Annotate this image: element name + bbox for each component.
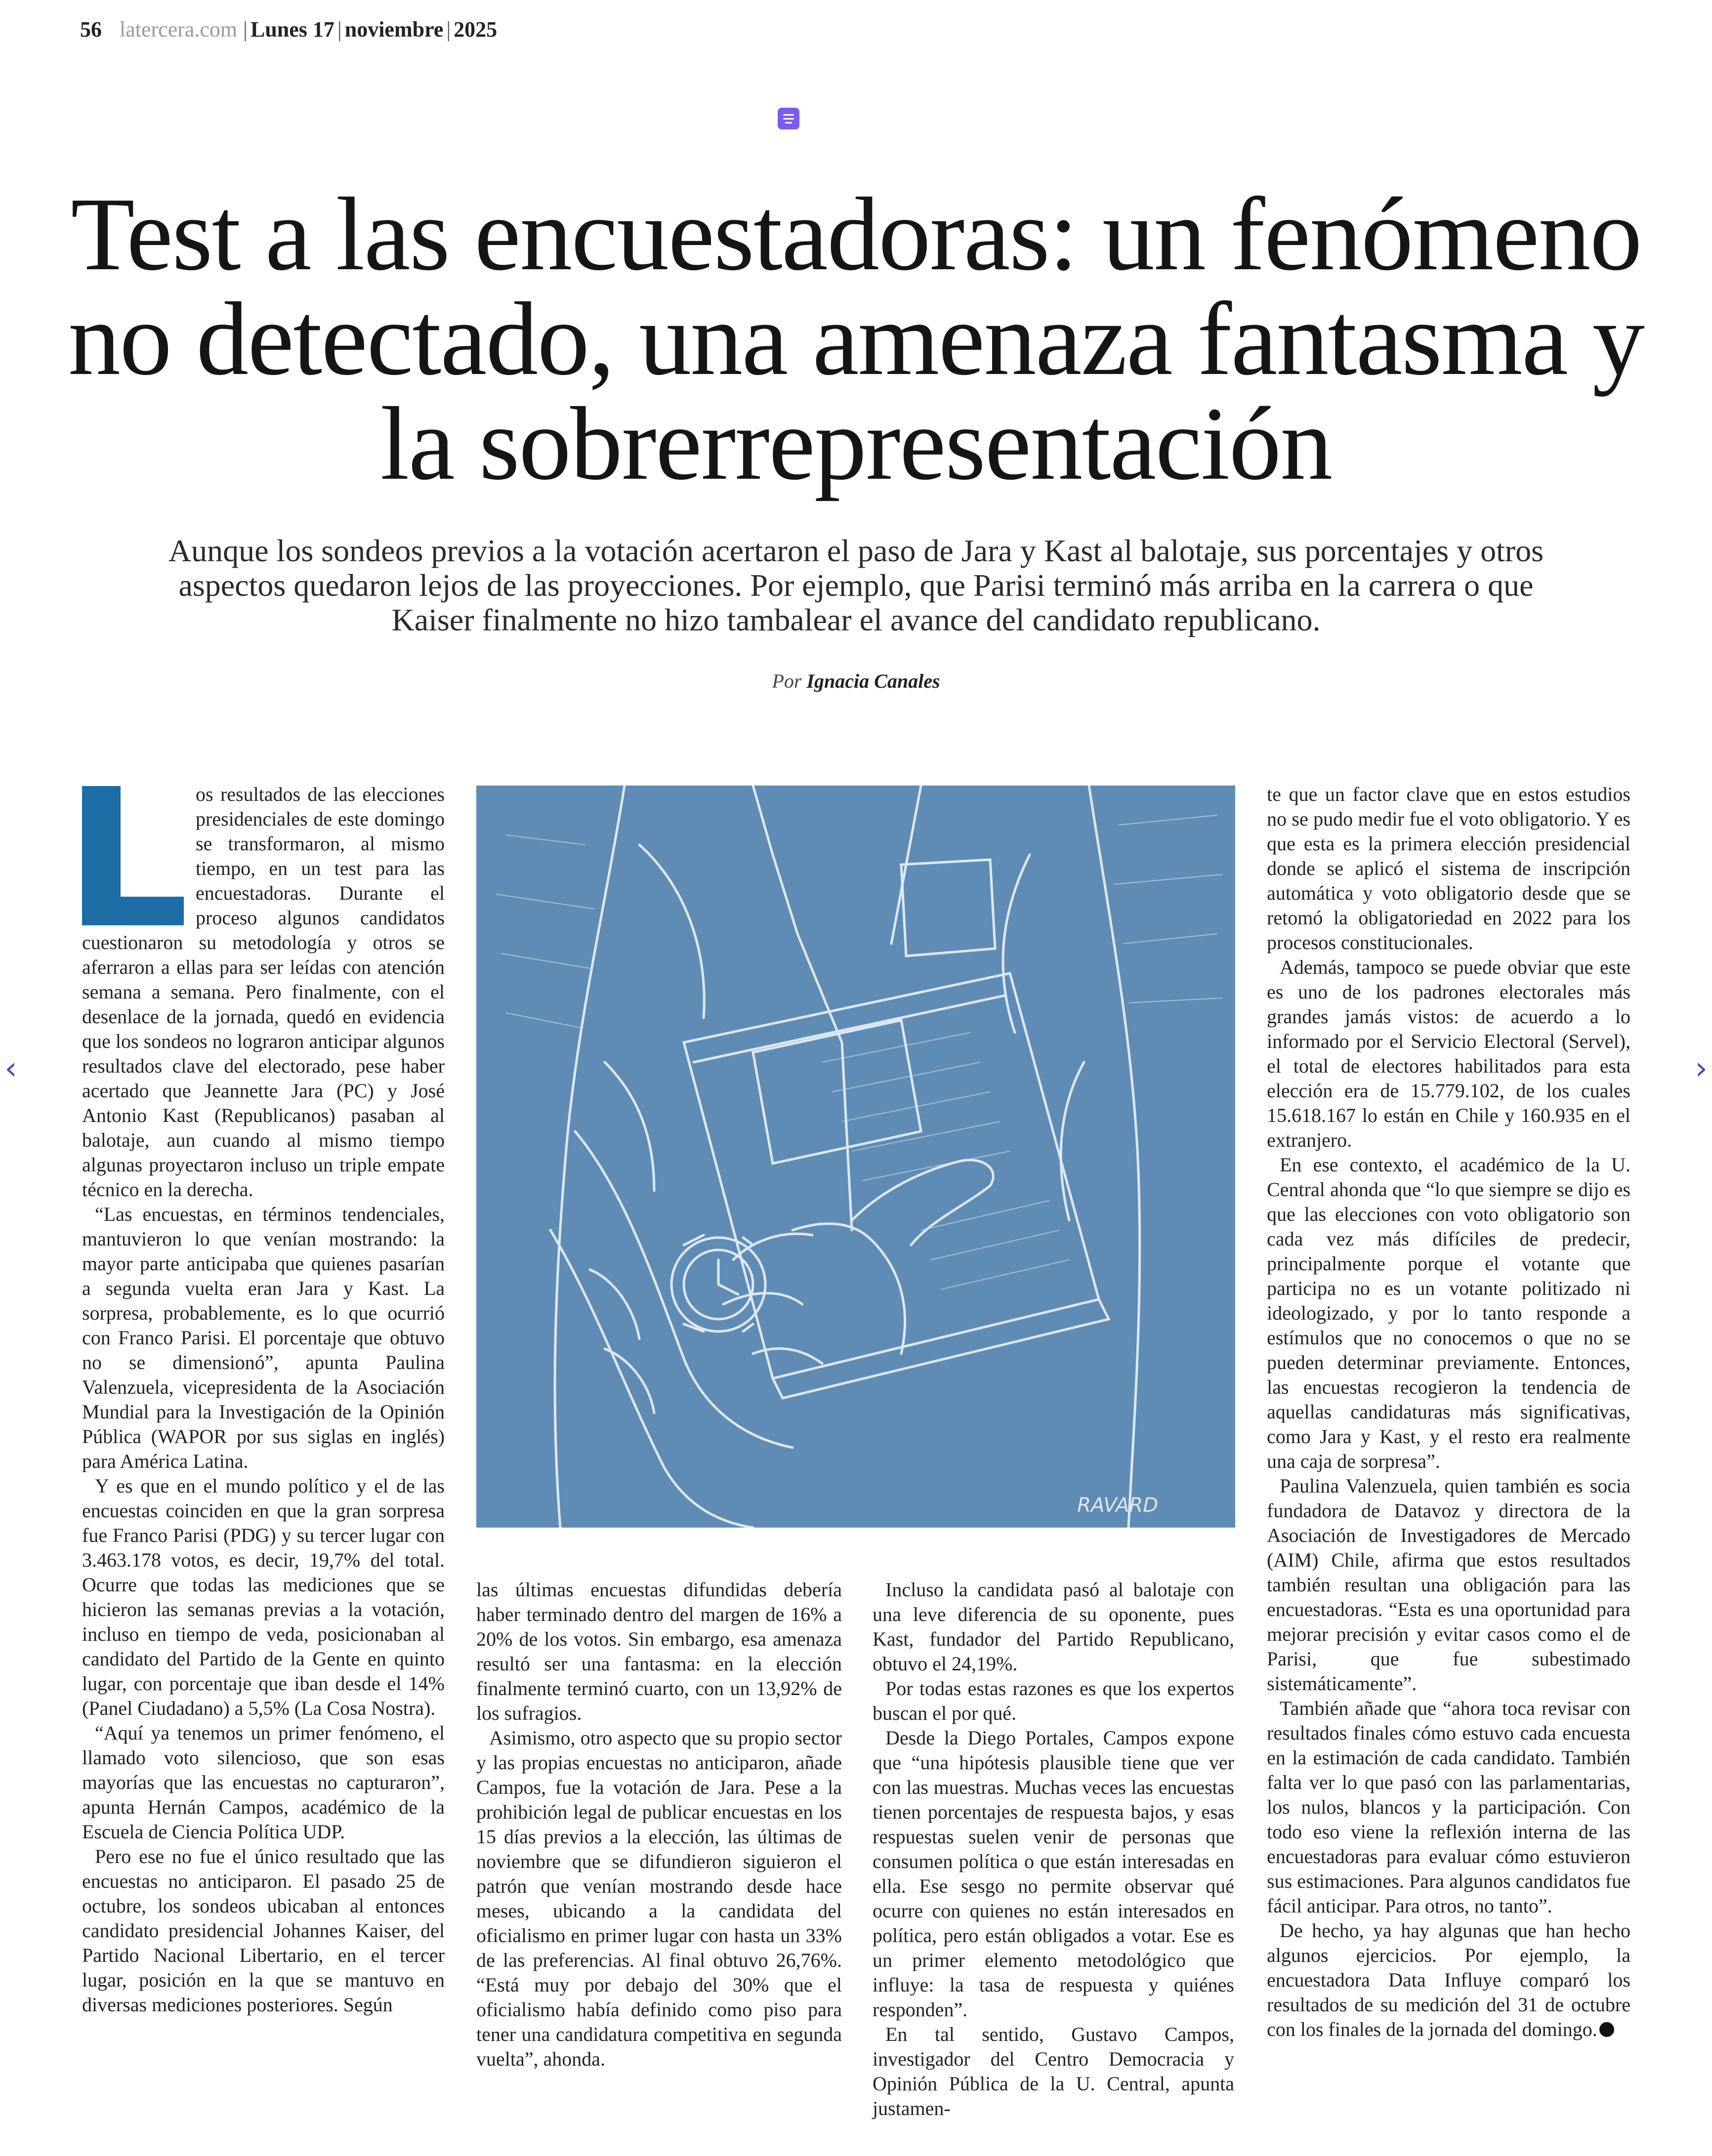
folio-separator: | (243, 17, 248, 41)
byline (494, 669, 1218, 693)
paragraph-last (1267, 1918, 1630, 2042)
page-number: 56 (80, 17, 102, 41)
folio-day: Lunes 17 (250, 17, 334, 41)
paragraph: Por todas estas razones es que los expertos buscan el por qué. (873, 1677, 1234, 1724)
paragraph: las últimas encuestas difundidas debería haber terminado dentro del margen de 16% a 20% de los votos. Sin embargo, esa amenaza resultó ser una fantasma: en la elección finalmente terminó cuarto, con un 13,92% de los sufragios. (476, 1578, 842, 1724)
paragraph: También añade que “ahora toca revisar con resultados finales cómo estuvo cada encuesta en la estimación de cada candidato. También falta ver lo que pasó con las parlamentarias, los nulos, blancos y la participación. Con todo eso viene la reflexión interna de las encuestadoras para evaluar cómo estuvieron sus estimaciones. Para algunos candidatos fue fácil anticipar. Para otros, no tanto”. (1267, 1697, 1630, 1917)
paragraph: En tal sentido, Gustavo Campos, investigador del Centro Democracia y Opinión Pública de la U. Central, apunta justamen- (873, 2023, 1234, 2119)
byline-author: Ignacia Canales (806, 670, 940, 692)
paragraph: Paulina Valenzuela, quien también es socia fundadora de Datavoz y directora de la Asociación de Investigadores de Mercado (AIM) Chile, afirma que estos resultados también resultan una obligación para las encuestadoras. “Esta es una oportunidad para mejorar precisión y evitar casos como el de Parisi, que fue subestimado sistemáticamente”. (1267, 1475, 1630, 1695)
paragraph-text: De hecho, ya hay algunas que han hecho algunos ejercicios. Por ejemplo, la encuestadora Data Influye comparó los resultados de su medición del 31 de octubre con los finales de la jornada del domingo. (1267, 1919, 1630, 2040)
byline-prefix: Por (772, 670, 802, 692)
paragraph: te que un factor clave que en estos estudios no se pudo medir fue el voto obligatorio. Y es que esta es la primera elección presidencial donde se aplicó el sistema de inscripción automática y voto obligatorio desde que se retomó la obligatoriedad en 2022 para los procesos constitucionales. (1267, 783, 1630, 954)
paragraph: Asimismo, otro aspecto que su propio sector y las propias encuestas no anticiparon, añade Campos, fue la votación de Jara. Pese a la prohibición legal de publicar encuestas en los 15 días previos a la elección, las últimas de noviembre que se difundieron siguieron el patrón que venían mostrando desde hace meses, ubicando a la candidata del oficialismo en primer lugar con hasta un 33% de las preferencias. Al final obtuvo 26,76%. “Está muy por debajo del 30% que el oficialismo había definido como piso para tener una candidatura competitiva en segunda vuelta”, ahonda. (476, 1727, 842, 2070)
folio-year: 2025 (454, 17, 498, 41)
paragraph: Pero ese no fue el único resultado que las encuestas no anticiparon. El pasado 25 de octubre, los sondeos ubicaban al entonces candidato presidencial Johannes Kaiser, del Partido Nacional Libertario, en el tercer lugar, posición en la que se mantuvo en diversas mediciones posteriores. Según (82, 1845, 445, 2016)
illustration-signature: RAVARD (1077, 1494, 1158, 1517)
paragraph: “Las encuestas, en términos tendenciales, mantuvieron lo que venían mostrando: la mayor parte anticipaba que quienes pasarían a segunda vuelta eran Jara y Kast. La sorpresa, probablemente, es lo que ocurrió con Franco Parisi. El porcentaje que obtuvo no se dimensionó”, apunta Paulina Valenzuela, vicepresidenta de la Asociación Mundial para la Investigación de la Opinión Pública (WAPOR por sus siglas en inglés) para América Latina. (82, 1203, 445, 1472)
next-page-arrow-icon[interactable]: › (1695, 1050, 1708, 1087)
headline: Test a las encuestadoras: un fenómeno no detectado, una amenaza fantasma y la sobrerrepresentación (68, 176, 1644, 501)
paragraph: Incluso la candidata pasó al balotaje con una leve diferencia de su oponente, pues Kast, fundador del Partido Republicano, obtuvo el 24,19%. (873, 1578, 1234, 1675)
document-icon[interactable] (778, 108, 799, 129)
end-mark-icon (1599, 2022, 1614, 2037)
folio-separator: | (446, 17, 451, 41)
subtitle: Aunque los sondeos previos a la votación acertaron el paso de Jara y Kast al balotaje, sus porcentajes y otros aspectos quedaron lejos de las proyecciones. Por ejemplo, que Parisi terminó más arriba en la carrera o que Kaiser finalmente no hizo tambalear el avance del candidato republicano. (168, 533, 1544, 637)
paragraph: “Aquí ya tenemos un primer fenómeno, el llamado voto silencioso, que son esas mayorías que las encuestas no capturaron”, apunta Hernán Campos, académico de la Escuela de Ciencia Política UDP. (82, 1722, 445, 1843)
paragraph: Desde la Diego Portales, Campos expone que “una hipótesis plausible tiene que ver con las muestras. Muchas veces las encuestas tienen porcentajes de respuesta bajos, y esas respuestas suelen venir de personas que consumen política o que están interesadas en ella. Ese sesgo no permite observar qué ocurre con quienes no están interesados en política, pero están obligados a votar. Ese es un primer elemento metodológico que influye: la tasa de respuesta y quiénes responden”. (873, 1727, 1234, 2021)
illustration-drawing (476, 786, 1235, 1528)
previous-page-arrow-icon[interactable]: ‹ (4, 1050, 17, 1087)
dropcap (82, 786, 184, 925)
article-column-3 (873, 1577, 1234, 2121)
article-column-1 (82, 782, 445, 2017)
paragraph: Además, tampoco se puede obviar que este es uno de los padrones electorales más grandes jamás vistos: de acuerdo a lo informado por el Servicio Electoral (Servel), el total de electores habilitados para esta elección era de 15.779.102, de los cuales 15.618.167 lo están en Chile y 160.935 en el extranjero. (1267, 956, 1630, 1151)
paragraph: En ese contexto, el académico de la U. Central ahonda que “lo que siempre se dijo es que las elecciones con voto obligatorio son cada vez más difíciles de predecir, principalmente porque el votante que participa no es un votante politizado ni ideologizado, y por lo tanto responde a estímulos que no conocemos o que no se pueden determinar previamente. Entonces, las encuestas recogieron la tendencia de aquellas candidaturas más significativas, como Jara y Kast, y el resto era realmente una caja de sorpresa”. (1267, 1154, 1630, 1472)
illustration (476, 786, 1235, 1528)
article-column-4 (1267, 782, 1630, 2042)
site-name[interactable]: latercera.com (120, 17, 238, 41)
paragraph: os resultados de las elecciones presidenciales de este domingo se transformaron, al mismo tiempo, en un test para las encuestadoras. Durante el proceso algunos candidatos cuestionaron su metodología y otros se aferraron a ellas para ser leídas con atención semana a semana. Pero finalmente, con el desenlace de la jornada, quedó en evidencia que los sondeos no lograron anticipar algunos resultados clave del electorado, pese haber acertado que Jeannette Jara (PC) y José Antonio Kast (Republicanos) pasaban al balotaje, aun cuando al mismo tiempo algunas proyectaron incluso un triple empate técnico en la derecha. (82, 783, 445, 1201)
article-column-2 (476, 1577, 842, 2072)
folio-separator: | (337, 17, 342, 41)
paragraph: Y es que en el mundo político y el de las encuestas coinciden en que la gran sorpresa fue Franco Parisi (PDG) y su tercer lugar con 3.463.178 votos, es decir, 19,7% del total. Ocurre que todas las mediciones que se hicieron las semanas previas a la votación, incluso en tiempo de veda, posicionaban al candidato del Partido de la Gente en quinto lugar, con porcentaje que iban desde el 14% (Panel Ciudadano) a 5,5% (La Cosa Nostra). (82, 1475, 445, 1719)
folio-month: noviembre (344, 17, 444, 41)
page-folio (80, 17, 497, 42)
